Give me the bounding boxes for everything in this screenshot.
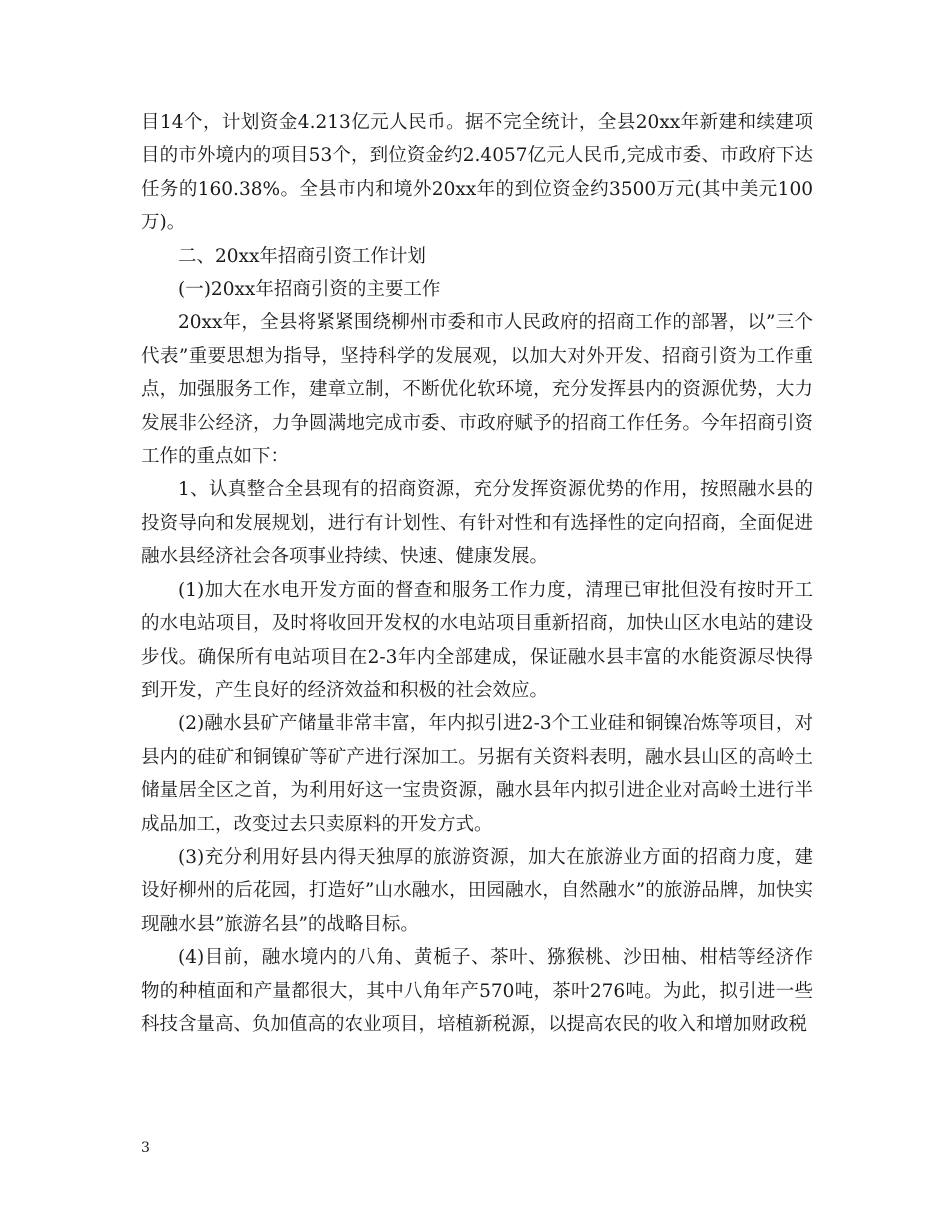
paragraph-9: (4)目前，融水境内的八角、黄栀子、茶叶、猕猴桃、沙田柚、柑桔等经济作物的种植面和产量都很大，其中八角年产570吨，茶叶276吨。为此，拟引进一些科技含量高、负加值高的农业项目，培植新税源，以提高农民的收入和增加财政税: [141, 947, 813, 1035]
paragraph-4: 20xx年，全县将紧紧围绕柳州市委和市人民政府的招商工作的部署，以”三个代表”重要思想为指导，坚持科学的发展观，以加大对外开发、招商引资为工作重点，加强服务工作，建章立制，不断优化软环境，充分发挥县内的资源优势，大力发展非公经济，力争圆满地完成市委、市政府赋予的招商工作任务。今年招商引资工作的重点如下：: [141, 312, 813, 468]
paragraph-7: (2)融水县矿产储量非常丰富，年内拟引进2-3个工业硅和铜镍冶炼等项目，对县内的硅矿和铜镍矿等矿产进行深加工。另据有关资料表明，融水县山区的高岭土储量居全区之首，为利用好这一宝贵资源，融水县年内拟引进企业对高岭土进行半成品加工，改变过去只卖原料的开发方式。: [141, 713, 813, 835]
body-text: [141, 106, 813, 1041]
page-number: 3: [141, 1140, 150, 1156]
paragraph-6: (1)加大在水电开发方面的督查和服务工作力度，清理已审批但没有按时开工的水电站项目，及时将收回开发权的水电站项目重新招商，加快山区水电站的建设步伐。确保所有电站项目在2-3年内全部建成，保证融水县丰富的水能资源尽快得到开发，产生良好的经济效益和积极的社会效应。: [141, 579, 813, 701]
paragraph-8: (3)充分利用好县内得天独厚的旅游资源，加大在旅游业方面的招商力度，建设好柳州的后花园，打造好”山水融水，田园融水，自然融水”的旅游品牌，加快实现融水县”旅游名县”的战略目标。: [141, 846, 813, 935]
paragraph-1: 目14个，计划资金4.213亿元人民币。据不完全统计，全县20xx年新建和续建项目的市外境内的项目53个，到位资金约2.4057亿元人民币,完成市委、市政府下达任务的160.38%。全县市内和境外20xx年的到位资金约3500万元(其中美元100万)。: [141, 112, 813, 234]
section-heading: 二、20xx年招商引资工作计划: [178, 245, 426, 267]
paragraph-5: 1、认真整合全县现有的招商资源，充分发挥资源优势的作用，按照融水县的投资导向和发展规划，进行有计划性、有针对性和有选择性的定向招商，全面促进融水县经济社会各项事业持续、快速、健康发展。: [141, 479, 813, 568]
subsection-heading: (一)20xx年招商引资的主要工作: [178, 279, 441, 301]
